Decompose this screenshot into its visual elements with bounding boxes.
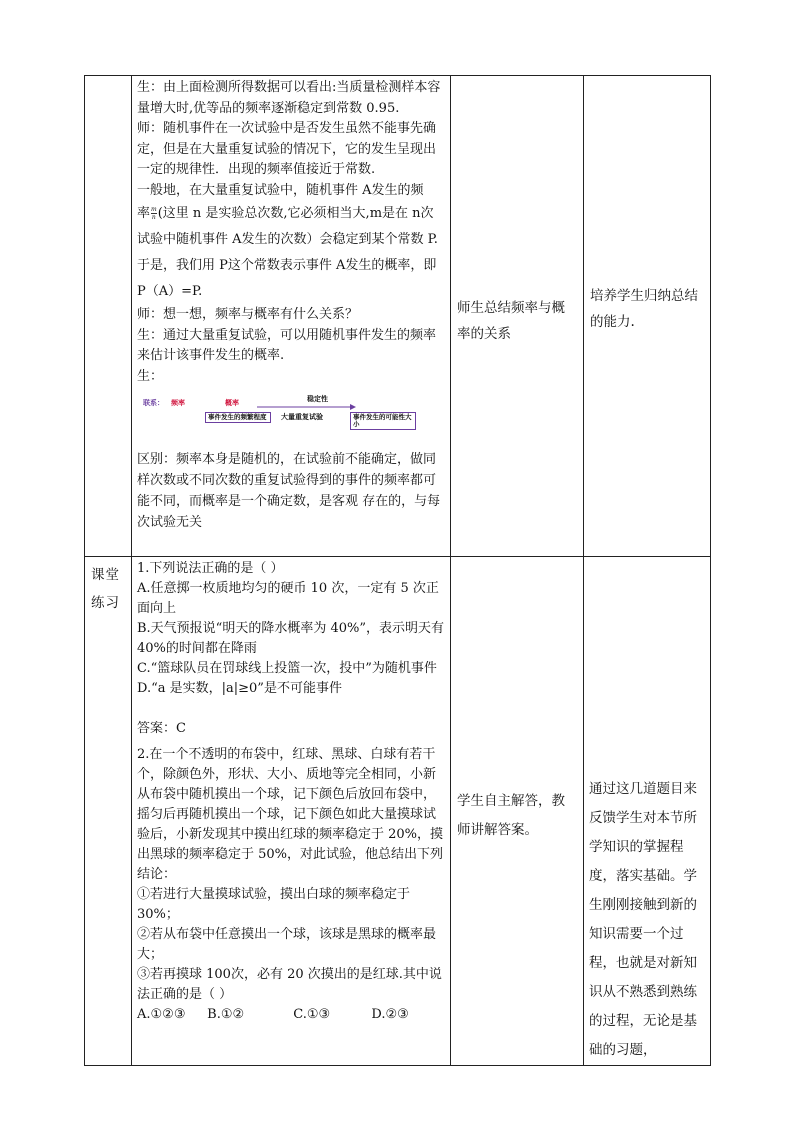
option-a: A.①②③ — [137, 1007, 186, 1022]
row2-content-cell — [132, 557, 451, 1066]
frequency-definition — [137, 201, 446, 305]
fraction-numerator: m — [151, 206, 157, 213]
paragraph: 生：由上面检测所得数据可以看出:当质量检测样本容量增大时,优等品的频率逐渐稳定到常数 0.95. — [137, 80, 441, 116]
option-d: D.②③ — [371, 1007, 409, 1022]
fraction-denominator: n — [151, 214, 156, 221]
paragraph: 一般地，在大量重复试验中，随机事件 A发生的频 — [137, 182, 424, 198]
paragraph: 生： — [137, 368, 164, 384]
diagram-label-stability: 稳定性 — [307, 395, 328, 403]
question-2-stem: 2.在一个不透明的布袋中，红球、黑球、白球有若干个，除颜色外，形状、大小、质地等完全相同，小新从布袋中随机摸出一个球，记下颜色后放回布袋中，摇匀后再随机摸出一个球，记下颜色如此大量摸球试验后，小新发现其中摸出红球的频率稳定于 20%，摸出黑球的频率稳定于 50%，对此试验，他总结出下列结论： — [137, 747, 444, 882]
lesson-table — [84, 75, 711, 1066]
row1-col3 — [451, 76, 584, 557]
paragraph: 区别：频率本身是随机的，在试验前不能确定，做同样次数或不同次数的重复试验得到的事件的频率都可能不同，而概率是一个确定数，是客观 存在的，与每次试验无关 — [137, 452, 441, 530]
question-1-answer: 答案：C — [137, 721, 186, 736]
diagram-label-lianxi: 联系： — [143, 399, 164, 407]
fraction-m-over-n — [151, 206, 157, 221]
row1-col1 — [85, 76, 132, 557]
teacher-student-activity: 学生自主解答，教师讲解答案。 — [457, 793, 565, 838]
diagram-box-probability: 事件发生的可能性大小 — [350, 412, 416, 430]
teacher-student-activity: 师生总结频率与概率的关系 — [457, 300, 565, 342]
question-1-option-a: A.任意掷一枚质地均匀的硬币 10 次，一定有 5 次正面向上 — [137, 581, 439, 616]
blank-line — [137, 699, 446, 719]
row2-col3 — [451, 557, 584, 1066]
section-label: 课堂练习 — [91, 567, 120, 611]
question-1-stem: 1.下列说法正确的是（ ） — [137, 561, 284, 576]
row2-col1 — [85, 557, 132, 1066]
paragraph: 生：通过大量重复试验，可以用随机事件发生的频率来估计该事件发生的概率. — [137, 327, 437, 363]
question-2-statement-1: ①若进行大量摸球试验，摸出白球的频率稳定于 30%； — [137, 887, 411, 922]
question-1-option-c: C.“篮球队员在罚球线上投篮一次，投中”为随机事件 — [137, 661, 437, 676]
diagram-label-pinlv: 频率 — [171, 399, 185, 407]
freq-prefix: 率 — [137, 206, 151, 221]
row1-content-cell — [132, 76, 451, 557]
question-1-option-d: D.“a 是实数，|a|≥0”是不可能事件 — [137, 681, 342, 696]
relation-diagram — [137, 393, 446, 443]
design-intent: 培养学生归纳总结的能力. — [590, 288, 698, 330]
table-row — [85, 557, 711, 1066]
question-2-statement-2: ②若从布袋中任意摸出一个球，该球是黑球的概率最大； — [137, 927, 437, 962]
question-2-statement-3: ③若再摸球 100次，必有 20 次摸出的是红球.其中说法正确的是（ ） — [137, 967, 442, 1002]
row1-col4 — [584, 76, 711, 557]
option-c: C.①③ — [293, 1007, 331, 1022]
diagram-box-frequency: 事件发生的频繁程度 — [205, 412, 271, 423]
option-b: B.①② — [207, 1007, 245, 1022]
row2-col4 — [584, 557, 711, 1066]
paragraph: 师：想一想，频率与概率有什么关系？ — [137, 307, 359, 322]
question-1-option-b: B.天气预报说“明天的降水概率为 40%”，表示明天有 40%的时间都在降雨 — [137, 621, 445, 656]
diagram-label-repeated-trials: 大量重复试验 — [281, 413, 323, 421]
table-row — [85, 76, 711, 557]
design-intent: 通过这几道题目来反馈学生对本节所学知识的掌握程度，落实基础。学生刚刚接触到新的知识需要一个过程，也就是对新知识从不熟悉到熟练的过程，无论是基础的习题， — [589, 781, 697, 1058]
diagram-label-gailv: 概率 — [225, 399, 239, 407]
paragraph: 师：随机事件在一次试验中是否发生虽然不能事先确定，但是在大量重复试验的情况下，它的发生呈现出一定的规律性．出现的频率值接近于常数. — [137, 121, 437, 177]
freq-rest: (这里 n 是实验总次数,它必须相当大,m是在 n次试验中随机事件 A发生的次数）会稳定到某个常数 P. 于是，我们用 P这个常数表示事件 A发生的概率，即 P（A）=P. — [137, 206, 438, 299]
question-2-options — [137, 1005, 446, 1025]
